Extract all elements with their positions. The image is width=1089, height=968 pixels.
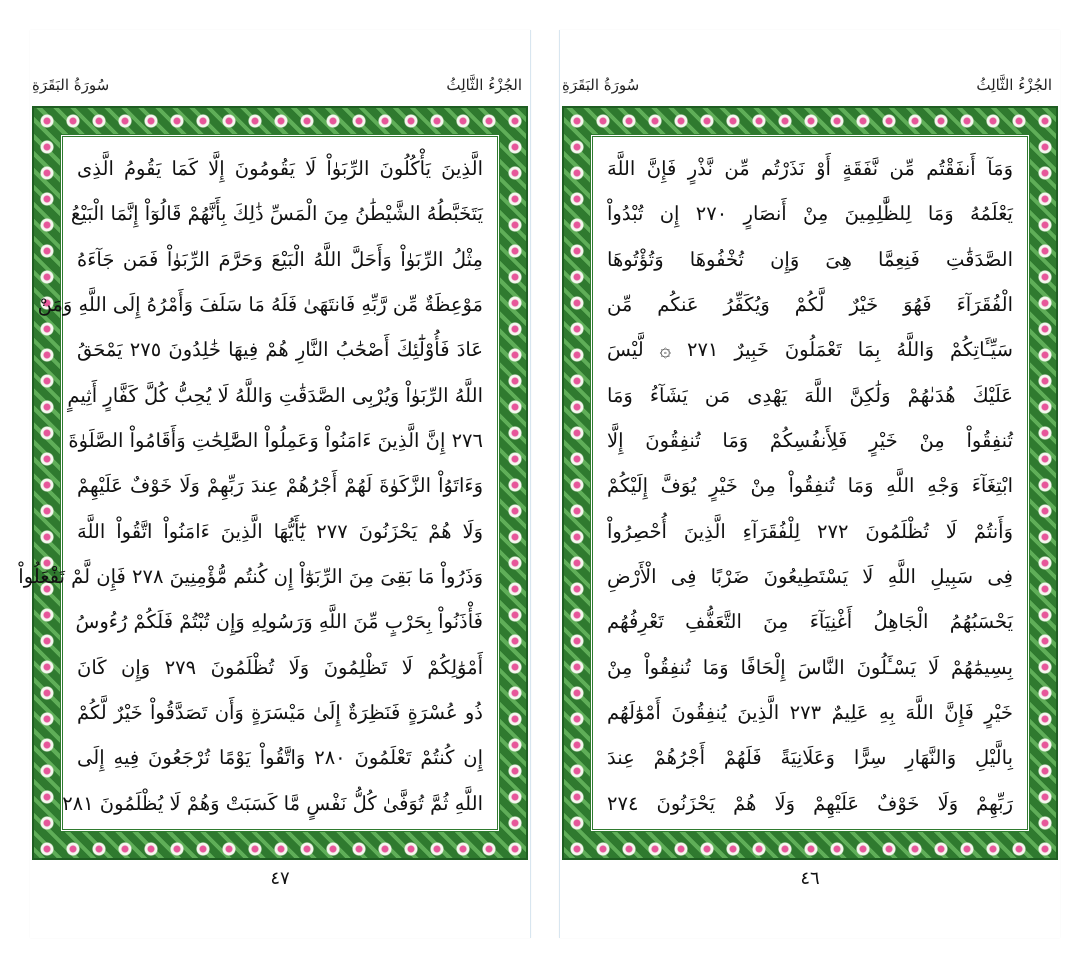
- verse-line: ابْتِغَآءَ وَجْهِ اللَّهِ وَمَا تُنفِقُواْ مِنْ خَيْرٍ يُوَفَّ إِلَيْكُمْ: [607, 474, 1013, 498]
- verse-line: يَتَخَبَّطُهُ الشَّيْطَٰنُ مِنَ الْمَسِّ ذَٰلِكَ بِأَنَّهُمْ قَالُوٓاْ إِنَّمَا الْبَيْعُ: [70, 202, 483, 226]
- verse-line: عَادَ فَأُوْلَٰٓئِكَ أَصْحَٰبُ النَّارِ هُمْ فِيهَا خَٰلِدُونَ ٢٧٥ يَمْحَقُ: [77, 338, 484, 362]
- verse-line: اللَّهُ الرِّبَوٰاْ وَيُرْبِى الصَّدَقَٰتِ وَاللَّهُ لَا يُحِبُّ كُلَّ كَفَّارٍ أَثِيمٍ: [67, 383, 483, 407]
- verse-line: وَمَآ أَنفَقْتُم مِّن نَّفَقَةٍ أَوْ نَذَرْتُم مِّن نَّذْرٍ فَإِنَّ اللَّهَ: [607, 157, 1013, 180]
- verse-line: رَبِّهِمْ وَلَا خَوْفٌ عَلَيْهِمْ وَلَا هُمْ يَحْزَنُونَ ٢٧٤: [607, 791, 1013, 815]
- verse-line: الْفُقَرَآءَ فَهُوَ خَيْرٌ لَّكُمْ وَيُكَفِّرُ عَنكُم مِّن: [607, 293, 1013, 317]
- ornamental-frame: [562, 106, 1058, 860]
- verse-line: يَعْلَمُهُ وَمَا لِلظَّٰلِمِينَ مِنْ أَنصَارٍ ٢٧٠ إِن تُبْدُواْ: [607, 202, 1013, 226]
- verse-line: خَيْرٍ فَإِنَّ اللَّهَ بِهِ عَلِيمٌ ٢٧٣ الَّذِينَ يُنفِقُونَ أَمْوَٰلَهُم: [607, 701, 1013, 725]
- verse-line: الصَّدَقَٰتِ فَنِعِمَّا هِىَ وَإِن تُخْفُوهَا وَتُؤْتُوهَا: [607, 247, 1013, 271]
- mushaf-page-left: [18, 30, 531, 938]
- page-number: ٤٧: [270, 868, 290, 889]
- verse-line: اللَّهِ ثُمَّ تُوَفَّىٰ كُلُّ نَفْسٍ مَّا كَسَبَتْ وَهُمْ لَا يُظْلَمُونَ ٢٨١: [62, 791, 483, 815]
- verse-line: وَءَاتَوُاْ الزَّكَوٰةَ لَهُمْ أَجْرُهُمْ عِندَ رَبِّهِمْ وَلَا خَوْفٌ عَلَيْهِمْ: [77, 474, 483, 498]
- juz-label: الجُزْءُ الثَّالِثُ: [976, 76, 1052, 94]
- verse-line: بِسِيمَٰهُمْ لَا يَسْـَٔلُونَ النَّاسَ إِلْحَافًا وَمَا تُنفِقُواْ مِنْ: [607, 655, 1013, 679]
- verse-line: ٢٧٦ إِنَّ الَّذِينَ ءَامَنُواْ وَعَمِلُواْ الصَّٰلِحَٰتِ وَأَقَامُواْ الصَّلَوٰةَ: [68, 429, 483, 453]
- surah-label: سُورَةُ البَقَرَةِ: [562, 76, 640, 94]
- verse-line: أَمْوَٰلِكُمْ لَا تَظْلِمُونَ وَلَا تُظْلَمُونَ ٢٧٩ وَإِن كَانَ: [77, 655, 483, 679]
- verse-line: يَحْسَبُهُمُ الْجَاهِلُ أَغْنِيَآءَ مِنَ التَّعَفُّفِ تَعْرِفُهُم: [607, 610, 1013, 634]
- verse-line: بِالَّيْلِ وَالنَّهَارِ سِرًّا وَعَلَانِيَةً فَلَهُمْ أَجْرُهُمْ عِندَ: [607, 746, 1013, 770]
- verse-line: مِثْلُ الرِّبَوٰاْ وَأَحَلَّ اللَّهُ الْبَيْعَ وَحَرَّمَ الرِّبَوٰاْ فَمَن جَآءَهُ: [77, 247, 483, 271]
- verse-line: مَوْعِظَةٌ مِّن رَّبِّهِ فَانتَهَىٰ فَلَهُ مَا سَلَفَ وَأَمْرُهُ إِلَى اللَّهِ وَمَنْ: [37, 293, 483, 317]
- verse-text-area: [18, 134, 500, 832]
- verse-line: ذُو عُسْرَةٍ فَنَظِرَةٌ إِلَىٰ مَيْسَرَةٍ وَأَن تَصَدَّقُواْ خَيْرٌ لَّكُمْ: [77, 701, 483, 725]
- verse-line: فَأْذَنُواْ بِحَرْبٍ مِّنَ اللَّهِ وَرَسُولِهِ وَإِن تُبْتُمْ فَلَكُمْ رُءُوسُ: [75, 610, 483, 634]
- juz-label: الجُزْءُ الثَّالِثُ: [446, 76, 522, 94]
- surah-label: سُورَةُ البَقَرَةِ: [32, 76, 110, 94]
- ornamental-frame: [18, 106, 528, 860]
- verse-line: الَّذِينَ يَأْكُلُونَ الرِّبَوٰاْ لَا يَقُومُونَ إِلَّا كَمَا يَقُومُ الَّذِى: [77, 157, 483, 180]
- verse-line: وَأَنتُمْ لَا تُظْلَمُونَ ٢٧٢ لِلْفُقَرَآءِ الَّذِينَ أُحْصِرُواْ: [607, 519, 1013, 543]
- verse-line: إِن كُنتُمْ تَعْلَمُونَ ٢٨٠ وَاتَّقُواْ يَوْمًا تُرْجَعُونَ فِيهِ إِلَى: [77, 746, 484, 770]
- page-number: ٤٦: [800, 868, 820, 889]
- verse-text-area: [590, 134, 1030, 832]
- verse-line: عَلَيْكَ هُدَىٰهُمْ وَلَٰكِنَّ اللَّهَ يَهْدِى مَن يَشَآءُ وَمَا: [607, 383, 1013, 407]
- verse-line: وَلَا هُمْ يَحْزَنُونَ ٢٧٧ يَٰٓأَيُّهَا الَّذِينَ ءَامَنُواْ اتَّقُواْ اللَّهَ: [77, 519, 483, 543]
- verse-line: سَيِّـَٔاتِكُمْ وَاللَّهُ بِمَا تَعْمَلُونَ خَبِيرٌ ٢٧١ ۞ لَّيْسَ: [607, 338, 1013, 362]
- verse-line: وَذَرُواْ مَا بَقِىَ مِنَ الرِّبَوٰٓاْ إِن كُنتُم مُّؤْمِنِينَ ٢٧٨ فَإِن لَّمْ تَفْعَلُواْ: [18, 565, 483, 589]
- mushaf-page-right: [559, 30, 1060, 938]
- verse-line: فِى سَبِيلِ اللَّهِ لَا يَسْتَطِيعُونَ ضَرْبًا فِى الْأَرْضِ: [607, 565, 1013, 589]
- verse-line: تُنفِقُواْ مِنْ خَيْرٍ فَلِأَنفُسِكُمْ وَمَا تُنفِقُونَ إِلَّا: [607, 429, 1013, 453]
